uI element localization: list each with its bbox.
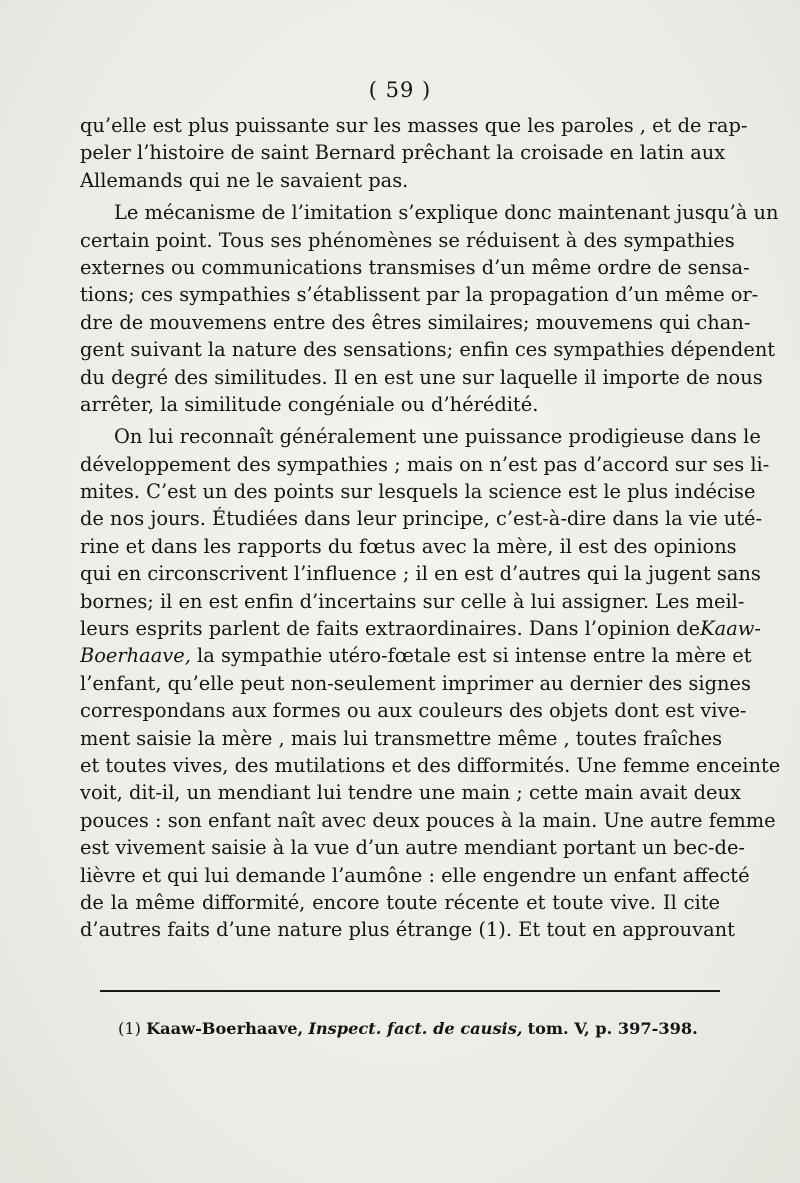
text-line: Allemands qui ne le savaient pas. — [80, 168, 409, 192]
text-line: dre de mouvemens entre des êtres similaires; mouvemens qui chan- — [80, 310, 751, 334]
text-line: d’autres faits d’une nature plus étrange (1). Et tout en approuvant — [80, 918, 735, 942]
text-line: arrêter, la similitude congéniale ou d’hérédité. — [80, 392, 539, 416]
footnote — [118, 1019, 718, 1038]
text-line: du degré des similitudes. Il en est une sur laquelle il importe de nous — [80, 365, 763, 389]
text-line: On lui reconnaît généralement une puissance prodigieuse dans le — [114, 425, 761, 449]
text-line: est vivement saisie à la vue d’un autre mendiant portant un bec-de- — [80, 836, 745, 860]
footnote-author: Kaaw-Boerhaave, — [146, 1019, 304, 1038]
text-line: qu’elle est plus puissante sur les masses que les paroles , et de rap- — [80, 114, 748, 137]
text-line: lièvre et qui lui demande l’aumône : elle engendre un enfant affecté — [80, 863, 750, 887]
text-segment: la sympathie utéro-fœtale est si intense entre la mère et — [190, 644, 752, 668]
text-line — [80, 615, 761, 642]
paragraph-2 — [80, 199, 779, 418]
text-line: qui en circonscrivent l’influence ; il en est d’autres qui la jugent sans — [80, 562, 761, 586]
main-text — [80, 112, 781, 944]
footnote-location: tom. V, p. 397-398. — [527, 1019, 698, 1038]
text-line: rine et dans les rapports du fœtus avec la mère, il est des opinions — [80, 534, 737, 558]
text-line: mites. C’est un des points sur lesquels la science est le plus indécise — [80, 480, 756, 504]
text-line: gent suivant la nature des sensations; enfin ces sympathies dépendent — [80, 338, 776, 362]
text-line — [80, 642, 752, 669]
text-line: l’enfant, qu’elle peut non-seulement imprimer au dernier des signes — [80, 671, 751, 695]
text-line: et toutes vives, des mutilations et des difformités. Une femme enceinte — [80, 753, 781, 777]
text-line: ment saisie la mère , mais lui transmettre même , toutes fraîches — [80, 726, 723, 750]
italic-name: Boerhaave, — [80, 644, 191, 668]
text-line: bornes; il en est enfin d’incertains sur celle à lui assigner. Les meil- — [80, 589, 745, 613]
text-line: certain point. Tous ses phénomènes se réduisent à des sympathies — [80, 228, 735, 252]
text-line: voit, dit-il, un mendiant lui tendre une main ; cette main avait deux — [80, 781, 741, 805]
text-line: pouces : son enfant naît avec deux pouces à la main. Une autre femme — [80, 808, 776, 832]
text-line: Le mécanisme de l’imitation s’explique donc maintenant jusqu’à un — [114, 201, 779, 225]
text-line: de la même difformité, encore toute récente et toute vive. Il cite — [80, 890, 720, 914]
text-line: développement des sympathies ; mais on n’est pas d’accord sur ses li- — [80, 452, 770, 476]
text-line: externes ou communications transmises d’un même ordre de sensa- — [80, 255, 750, 279]
footnote-marker: (1) — [118, 1019, 141, 1038]
text-line: tions; ces sympathies s’établissent par la propagation d’un même or- — [80, 283, 759, 307]
text-segment: leurs esprits parlent de faits extraordinaires. Dans l’opinion de — [80, 617, 701, 641]
italic-name: Kaaw- — [700, 617, 761, 641]
text-line: correspondans aux formes ou aux couleurs des objets dont est vive- — [80, 699, 747, 723]
text-line: de nos jours. Étudiées dans leur principe, c’est-à-dire dans la vie uté- — [80, 507, 763, 531]
paragraph-1 — [80, 112, 748, 194]
page-number: ( 59 ) — [368, 78, 432, 102]
footnote-divider — [100, 990, 720, 992]
text-line: peler l’histoire de saint Bernard prêchant la croisade en latin aux — [80, 141, 726, 165]
footnote-title: Inspect. fact. de causis, — [308, 1019, 523, 1038]
paragraph-3 — [80, 423, 781, 943]
